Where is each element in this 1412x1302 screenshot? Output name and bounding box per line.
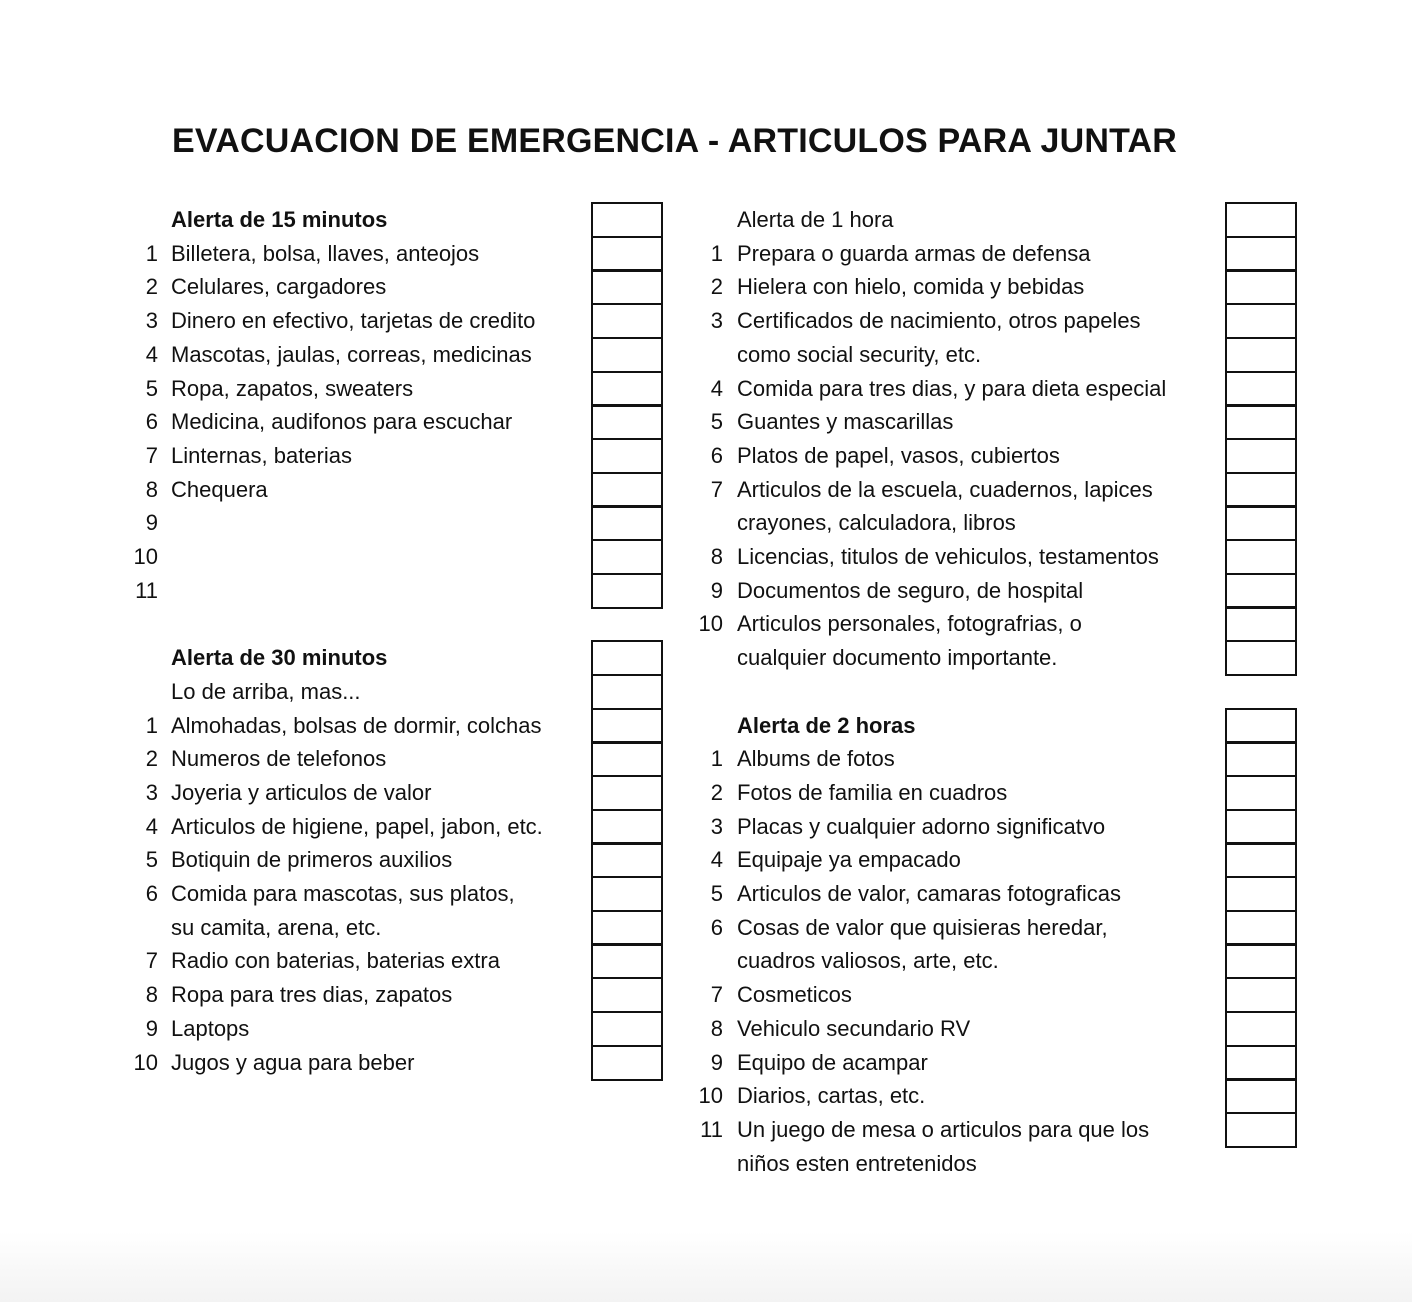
checkbox[interactable] xyxy=(1225,438,1297,474)
item-text: Cosmeticos xyxy=(737,982,852,1008)
checkbox[interactable] xyxy=(1225,775,1297,811)
checkbox[interactable] xyxy=(591,708,663,744)
item-text: Celulares, cargadores xyxy=(171,274,387,300)
item-text: Diarios, cartas, etc. xyxy=(737,1083,926,1109)
checkbox[interactable] xyxy=(591,977,663,1013)
item-text: Comida para tres dias, y para dieta especial xyxy=(737,375,1167,401)
item-number: 8 xyxy=(710,1015,723,1041)
item-number: 10 xyxy=(133,544,158,569)
checkbox[interactable] xyxy=(591,539,663,575)
checkbox[interactable] xyxy=(591,303,663,339)
checkbox[interactable] xyxy=(1225,337,1297,373)
item-text: Billetera, bolsa, llaves, anteojos xyxy=(171,240,480,266)
item-text: Albums de fotos xyxy=(737,746,895,772)
checkbox[interactable] xyxy=(591,438,663,474)
checkbox[interactable] xyxy=(591,943,663,979)
item-text: Vehiculo secundario RV xyxy=(737,1015,971,1041)
item-number: 5 xyxy=(710,881,723,906)
item-text: niños esten entretenidos xyxy=(737,1150,977,1176)
item-number: 8 xyxy=(710,544,723,569)
item-text: Mascotas, jaulas, correas, medicinas xyxy=(171,341,532,367)
item-text: Platos de papel, vasos, cubiertos xyxy=(737,442,1060,468)
item-text: Fotos de familia en cuadros xyxy=(737,779,1008,805)
checkbox[interactable] xyxy=(591,269,663,305)
item-text: Hielera con hielo, comida y bebidas xyxy=(737,274,1085,300)
checkbox[interactable] xyxy=(1225,741,1297,777)
item-number: 5 xyxy=(145,847,158,873)
checkbox[interactable] xyxy=(591,910,663,946)
checkbox[interactable] xyxy=(1225,1112,1297,1148)
item-number: 2 xyxy=(145,746,158,772)
checkbox[interactable] xyxy=(591,337,663,373)
checkbox[interactable] xyxy=(591,202,663,238)
item-number: 8 xyxy=(145,476,158,502)
item-number: 3 xyxy=(145,779,158,805)
item-number: 10 xyxy=(698,611,723,637)
item-text: Cosas de valor que quisieras heredar, xyxy=(737,914,1108,940)
item-text: Comida para mascotas, sus platos, xyxy=(171,881,515,906)
checkbox[interactable] xyxy=(591,876,663,912)
checkbox[interactable] xyxy=(1225,1011,1297,1047)
item-number: 4 xyxy=(145,341,158,367)
item-number: 1 xyxy=(710,746,723,772)
checkbox[interactable] xyxy=(1225,371,1297,407)
checkbox[interactable] xyxy=(1225,842,1297,878)
checkbox[interactable] xyxy=(591,1011,663,1047)
item-number: 7 xyxy=(145,948,158,974)
checkbox[interactable] xyxy=(1225,640,1297,676)
item-number: 3 xyxy=(145,308,158,334)
item-number: 9 xyxy=(145,510,158,536)
item-text: Guantes y mascarillas xyxy=(737,409,954,435)
item-number: 7 xyxy=(145,442,158,468)
item-text: crayones, calculadora, libros xyxy=(737,510,1016,536)
item-number: 4 xyxy=(145,813,158,839)
checkbox[interactable] xyxy=(591,573,663,609)
section-heading: Alerta de 15 minutos xyxy=(171,207,388,232)
item-number: 6 xyxy=(710,914,723,940)
item-number: 6 xyxy=(710,442,723,468)
item-number: 9 xyxy=(710,577,723,603)
checkbox[interactable] xyxy=(591,842,663,878)
checkbox[interactable] xyxy=(591,505,663,541)
item-number: 6 xyxy=(145,409,158,435)
checkbox[interactable] xyxy=(591,809,663,845)
checkbox[interactable] xyxy=(1225,202,1297,238)
item-text: Un juego de mesa o articulos para que los xyxy=(737,1116,1150,1142)
item-text: Prepara o guarda armas de defensa xyxy=(737,240,1091,266)
checkbox[interactable] xyxy=(1225,505,1297,541)
item-number: 1 xyxy=(710,240,723,266)
checkbox[interactable] xyxy=(1225,606,1297,642)
item-text: Jugos y agua para beber xyxy=(171,1049,415,1075)
item-number: 2 xyxy=(145,274,158,300)
item-number: 2 xyxy=(710,779,723,805)
checkbox[interactable] xyxy=(591,775,663,811)
checkbox[interactable] xyxy=(1225,236,1297,272)
checkbox[interactable] xyxy=(591,640,663,676)
item-number: 11 xyxy=(135,577,158,603)
checkbox[interactable] xyxy=(1225,1078,1297,1114)
checkbox[interactable] xyxy=(591,404,663,440)
checkbox[interactable] xyxy=(1225,809,1297,845)
item-number: 9 xyxy=(145,1015,158,1041)
checkbox[interactable] xyxy=(1225,269,1297,305)
item-text: Certificados de nacimiento, otros papeles xyxy=(737,308,1141,334)
section-heading: Alerta de 1 hora xyxy=(737,207,894,232)
checkbox[interactable] xyxy=(1225,876,1297,912)
checkbox[interactable] xyxy=(591,1045,663,1081)
item-text: Equipaje ya empacado xyxy=(737,847,961,873)
checkbox[interactable] xyxy=(591,741,663,777)
item-number: 10 xyxy=(698,1083,723,1109)
item-number: 8 xyxy=(145,982,158,1008)
checkbox[interactable] xyxy=(1225,1045,1297,1081)
item-text: Radio con baterias, baterias extra xyxy=(171,948,500,974)
item-text: Articulos personales, fotografrias, o xyxy=(737,611,1082,637)
page-title: EVACUACION DE EMERGENCIA - ARTICULOS PARA JUNTAR xyxy=(172,122,1178,160)
item-number: 5 xyxy=(145,375,158,401)
checkbox[interactable] xyxy=(591,674,663,710)
item-text: Dinero en efectivo, tarjetas de credito xyxy=(171,308,536,334)
item-text: Chequera xyxy=(171,476,268,502)
item-number: 9 xyxy=(710,1049,723,1075)
item-number: 1 xyxy=(145,240,158,266)
item-number: 11 xyxy=(700,1116,723,1142)
item-text: Joyeria y articulos de valor xyxy=(171,779,432,805)
item-text: Placas y cualquier adorno significatvo xyxy=(737,813,1106,839)
item-text: Numeros de telefonos xyxy=(171,746,387,772)
item-text: Laptops xyxy=(171,1015,250,1041)
item-number: 5 xyxy=(710,409,723,435)
item-text: Articulos de higiene, papel, jabon, etc. xyxy=(171,813,543,839)
section-heading: Alerta de 30 minutos xyxy=(171,645,388,671)
item-number: 4 xyxy=(710,375,723,401)
item-text: Articulos de valor, camaras fotograficas xyxy=(737,881,1121,906)
page-bottom-shadow xyxy=(0,1232,1412,1302)
item-text: cuadros valiosos, arte, etc. xyxy=(737,948,999,974)
checkbox[interactable] xyxy=(1225,573,1297,609)
section-heading: Alerta de 2 horas xyxy=(737,712,916,738)
checkbox[interactable] xyxy=(1225,910,1297,946)
item-text: Articulos de la escuela, cuadernos, lapices xyxy=(737,476,1153,502)
checkbox[interactable] xyxy=(1225,977,1297,1013)
item-text: Linternas, baterias xyxy=(171,442,352,468)
item-text: Ropa para tres dias, zapatos xyxy=(171,982,453,1008)
item-number: 3 xyxy=(710,813,723,839)
item-number: 10 xyxy=(133,1049,158,1075)
item-text: Ropa, zapatos, sweaters xyxy=(171,375,414,401)
item-text: su camita, arena, etc. xyxy=(171,914,382,940)
item-number: 2 xyxy=(710,274,723,300)
item-text: como social security, etc. xyxy=(737,341,982,367)
checkbox[interactable] xyxy=(1225,943,1297,979)
checkbox[interactable] xyxy=(1225,303,1297,339)
item-number: 7 xyxy=(710,982,723,1008)
item-text: cualquier documento importante. xyxy=(737,645,1058,671)
checkbox[interactable] xyxy=(1225,472,1297,508)
item-number: 7 xyxy=(710,476,723,502)
checkbox[interactable] xyxy=(1225,404,1297,440)
item-text: Licencias, titulos de vehiculos, testamentos xyxy=(737,544,1159,569)
checkbox[interactable] xyxy=(591,472,663,508)
item-text: Botiquin de primeros auxilios xyxy=(171,847,453,873)
item-number: 4 xyxy=(710,847,723,873)
checkbox[interactable] xyxy=(591,371,663,407)
item-number: 1 xyxy=(145,712,158,738)
item-number: 3 xyxy=(710,308,723,334)
item-text: Almohadas, bolsas de dormir, colchas xyxy=(171,712,542,738)
checkbox[interactable] xyxy=(1225,539,1297,575)
checkbox[interactable] xyxy=(1225,708,1297,744)
checkbox[interactable] xyxy=(591,236,663,272)
item-text: Equipo de acampar xyxy=(737,1049,928,1075)
item-text: Lo de arriba, mas... xyxy=(171,678,361,704)
item-text: Medicina, audifonos para escuchar xyxy=(171,409,513,435)
item-text: Documentos de seguro, de hospital xyxy=(737,577,1084,603)
item-number: 6 xyxy=(145,881,158,906)
